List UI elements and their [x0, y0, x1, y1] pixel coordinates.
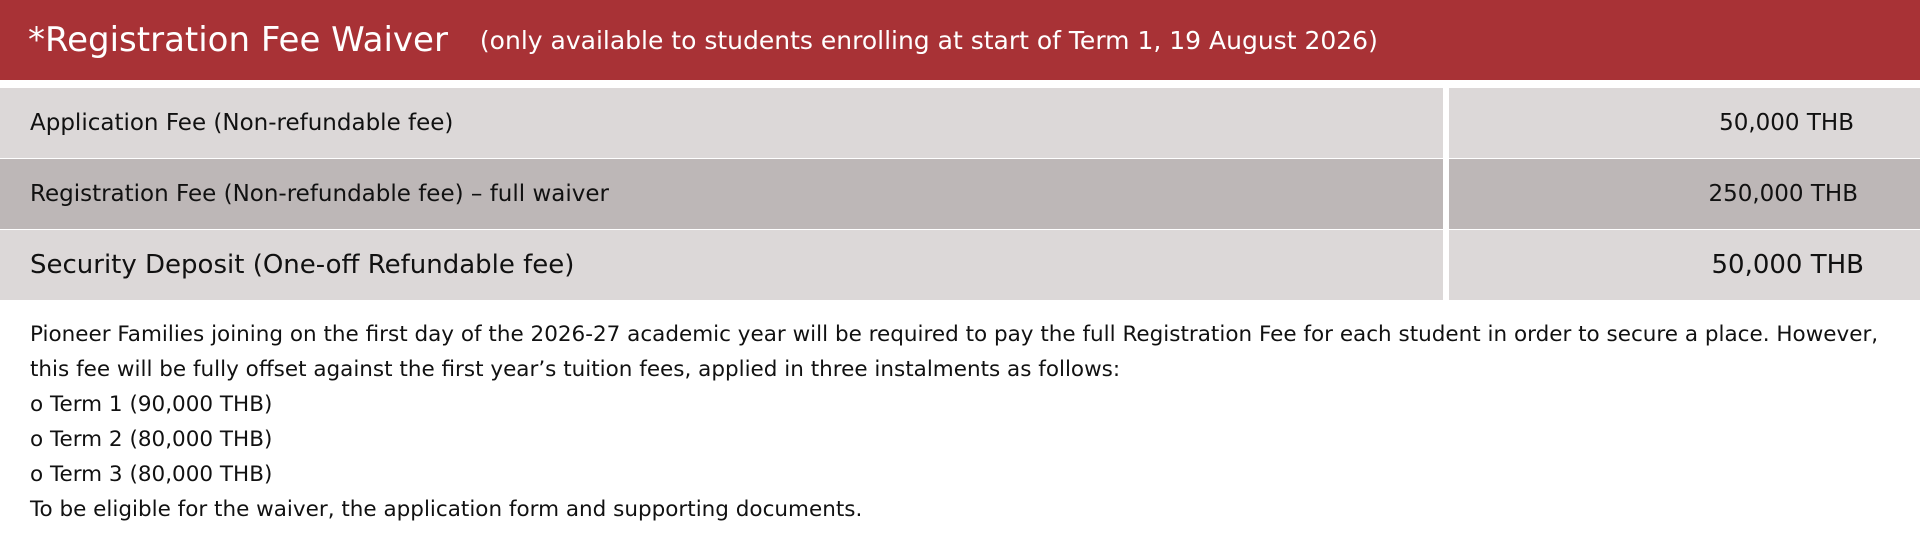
banner-title: *Registration Fee Waiver	[28, 20, 448, 60]
waiver-banner	[0, 0, 1920, 80]
fee-amount: 50,000 THB	[1449, 88, 1920, 158]
instalment-item: o Term 3 (80,000 THB)	[30, 462, 273, 487]
fee-row-application	[0, 88, 1920, 158]
waiver-notes	[30, 317, 1900, 527]
fee-label: Application Fee (Non-refundable fee)	[0, 88, 1443, 158]
notes-intro: Pioneer Families joining on the first day of the 2026-27 academic year will be required to pay the full Registration Fee for each student in order to secure a place. However, this fee will be fully offset against the first year’s tuition fees, applied in three instalments as follows:	[30, 322, 1879, 382]
banner-subtitle: (only available to students enrolling at start of Term 1, 19 August 2026)	[479, 25, 1378, 55]
fee-row-security-deposit	[0, 230, 1920, 300]
notes-eligibility: To be eligible for the waiver, the application form and supporting documents.	[30, 497, 863, 522]
fee-label: Registration Fee (Non-refundable fee) – full waiver	[0, 159, 1443, 229]
fee-label: Security Deposit (One-off Refundable fee)	[0, 230, 1443, 300]
fee-table	[0, 88, 1920, 301]
fee-amount: 50,000 THB	[1449, 230, 1920, 300]
fee-amount: 250,000 THB	[1449, 159, 1920, 229]
fee-row-registration	[0, 159, 1920, 229]
instalment-item: o Term 1 (90,000 THB)	[30, 392, 273, 417]
instalment-item: o Term 2 (80,000 THB)	[30, 427, 273, 452]
